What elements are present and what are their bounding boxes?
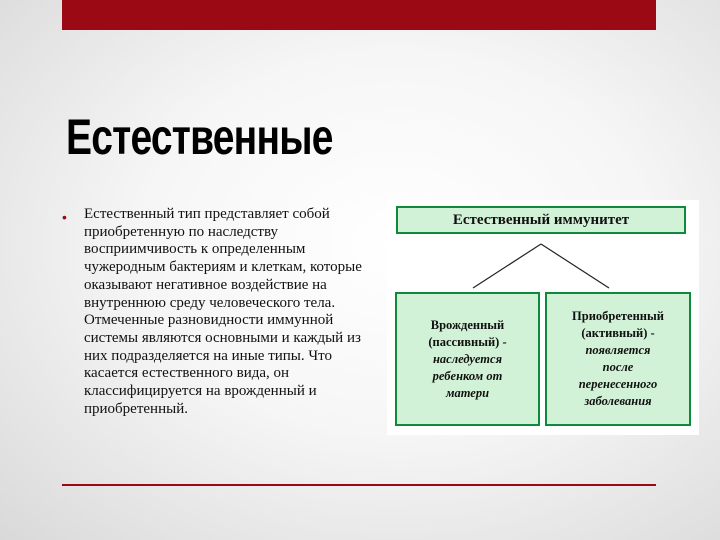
innate-line1: Врожденный (430, 317, 505, 332)
diagram-header-box (396, 206, 686, 234)
innate-desc1: наследуется (432, 351, 503, 366)
acquired-desc3: перенесенного (578, 377, 658, 391)
innate-immunity-box (395, 292, 540, 426)
bullet-paragraph: Естественный тип представляет собой приобретенную по наследству восприимчивость к определенным чужеродным бактериям и клеткам, которые оказывают негативное воздействие на внутреннюю среду человеческого тела. Отмеченные разновидности иммунной системы являются основными и каждый из них подразделяется на иные типы. Что касается естественного вида, он классифицируется на врожденный и приобретенный. (84, 206, 362, 417)
innate-desc2: ребенком от (432, 368, 503, 383)
bottom-accent-line (62, 484, 656, 486)
slide-title: Естественные (66, 109, 333, 165)
top-accent-bar (62, 0, 656, 30)
acquired-line1: Приобретенный (572, 309, 664, 323)
immunity-diagram (387, 200, 699, 435)
innate-line2: (пассивный) - (428, 334, 507, 349)
acquired-desc2: после (602, 360, 634, 374)
acquired-desc1: появляется (585, 343, 651, 357)
bullet-marker: • (62, 209, 67, 225)
innate-desc3: матери (445, 385, 490, 400)
acquired-immunity-box (545, 292, 691, 426)
acquired-desc4: заболевания (584, 394, 652, 408)
diagram-header-label: Естественный иммунитет (452, 211, 630, 228)
acquired-line2: (активный) - (581, 326, 655, 340)
